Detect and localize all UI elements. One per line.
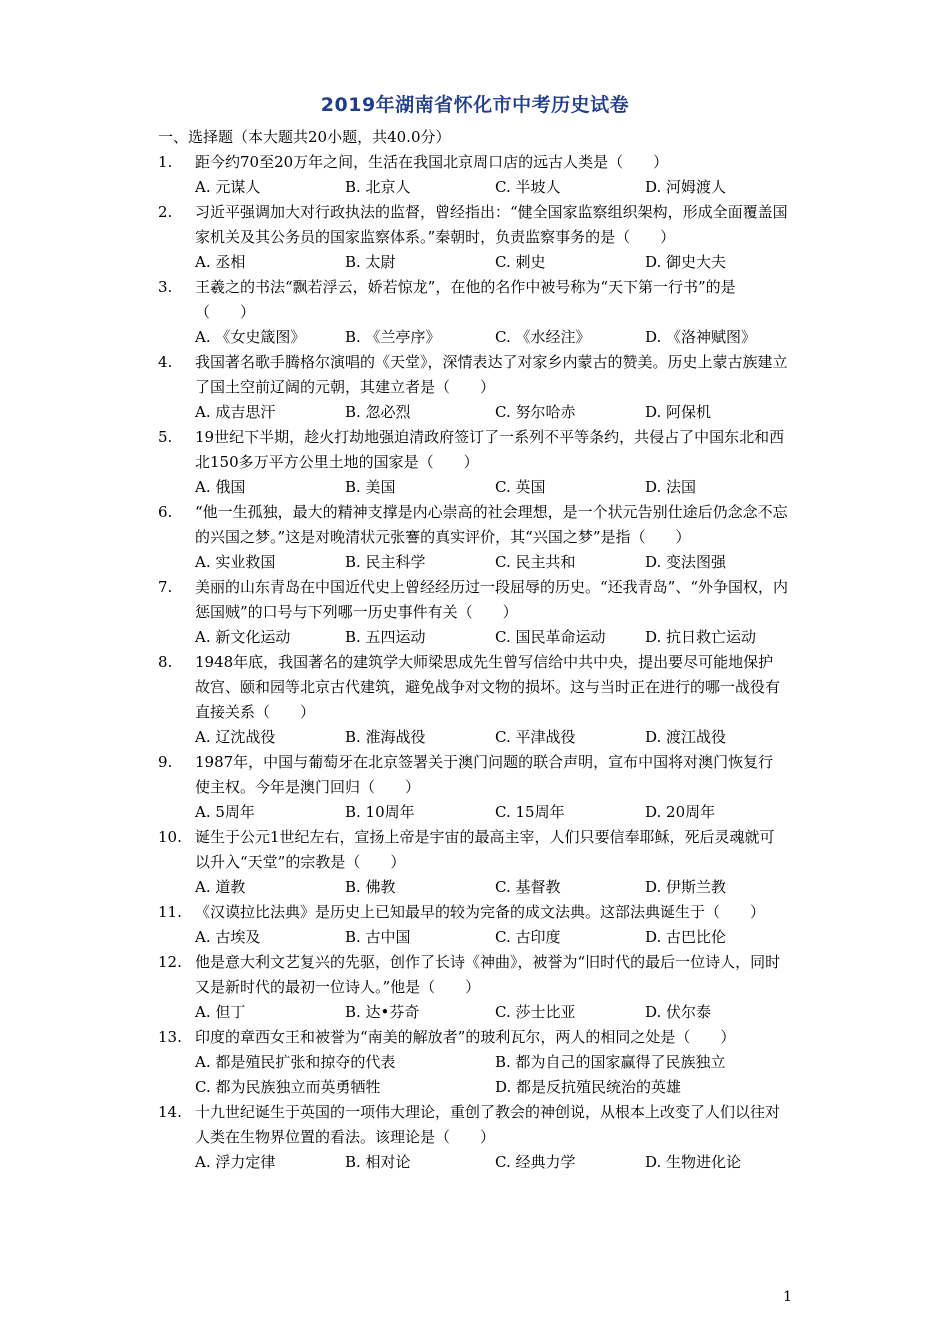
- answer-option: B. 忽必烈: [345, 403, 411, 421]
- question-text: 王羲之的书法“飘若浮云，娇若惊龙”，在他的名作中被号称为“天下第一行书”的是（ ）: [195, 278, 736, 321]
- question-text: 十九世纪诞生于英国的一项伟大理论，重创了教会的神创说，从根本上改变了人们以往对人类在生物界位置的看法。该理论是（ ）: [195, 1103, 781, 1146]
- question-item: [158, 350, 788, 425]
- question-number: 7.: [158, 578, 173, 596]
- question-item: [158, 275, 788, 350]
- question-number: 10.: [158, 828, 182, 846]
- answer-option: C. 《水经注》: [495, 328, 591, 346]
- answer-option: A. 俄国: [195, 478, 246, 496]
- answer-option: C. 15周年: [495, 803, 565, 821]
- answer-options: [195, 1000, 788, 1025]
- answer-option: B. 都为自己的国家赢得了民族独立: [495, 1053, 726, 1071]
- answer-option: B. 美国: [345, 478, 396, 496]
- answer-option: D. 渡江战役: [645, 728, 727, 746]
- question-text: 印度的章西女王和被誉为“南美的解放者”的玻利瓦尔，两人的相同之处是（ ）: [195, 1028, 736, 1046]
- question-number: 1.: [158, 153, 173, 171]
- question-number: 9.: [158, 753, 173, 771]
- answer-option: A. 新文化运动: [195, 628, 291, 646]
- answer-option: C. 努尔哈赤: [495, 403, 576, 421]
- answer-option: D. 伊斯兰教: [645, 878, 727, 896]
- answer-option: D. 御史大夫: [645, 253, 727, 271]
- answer-option: C. 刺史: [495, 253, 546, 271]
- answer-options: [195, 175, 788, 200]
- answer-option: A. 实业救国: [195, 553, 276, 571]
- answer-option: A. 成吉思汗: [195, 403, 276, 421]
- answer-option: B. 北京人: [345, 178, 411, 196]
- question-text: 他是意大利文艺复兴的先驱，创作了长诗《神曲》，被誉为“旧时代的最后一位诗人，同时又是新时代的最初一位诗人。”他是（ ）: [195, 953, 781, 996]
- answer-option: C. 平津战役: [495, 728, 576, 746]
- page-title: 2019年湖南省怀化市中考历史试卷: [320, 94, 630, 116]
- answer-options: [195, 550, 788, 575]
- question-item: [158, 650, 788, 750]
- answer-option: D. 20周年: [645, 803, 716, 821]
- question-number: 8.: [158, 653, 173, 671]
- question-number: 11.: [158, 903, 182, 921]
- section-heading: 一、选择题（本大题共20小题，共40.0分）: [158, 128, 451, 146]
- answer-options: [195, 325, 788, 350]
- answer-option: A. 但丁: [195, 1003, 246, 1021]
- answer-options: [195, 1150, 788, 1175]
- question-item: [158, 200, 788, 275]
- answer-option: D. 都是反抗殖民统治的英雄: [495, 1078, 682, 1096]
- answer-option: D. 《洛神赋图》: [645, 328, 757, 346]
- question-item: [158, 900, 788, 950]
- answer-option: C. 英国: [495, 478, 546, 496]
- answer-option: C. 经典力学: [495, 1153, 576, 1171]
- answer-option: B. 相对论: [345, 1153, 411, 1171]
- question-number: 12.: [158, 953, 182, 971]
- answer-option: B. 《兰亭序》: [345, 328, 441, 346]
- answer-option: D. 阿保机: [645, 403, 712, 421]
- answer-option: B. 五四运动: [345, 628, 426, 646]
- answer-option: A. 都是殖民扩张和掠夺的代表: [195, 1053, 396, 1071]
- question-text: 19世纪下半期，趁火打劫地强迫清政府签订了一系列不平等条约，共侵占了中国东北和西北150多万平方公里土地的国家是（ ）: [195, 428, 785, 471]
- answer-option: A. 《女史箴图》: [195, 328, 306, 346]
- answer-options: [195, 875, 788, 900]
- answer-option: B. 10周年: [345, 803, 415, 821]
- answer-option: D. 河姆渡人: [645, 178, 727, 196]
- question-number: 3.: [158, 278, 173, 296]
- question-item: [158, 750, 788, 825]
- question-text: 1948年底，我国著名的建筑学大师梁思成先生曾写信给中共中央，提出要尽可能地保护故宫、颐和园等北京古代建筑，避免战争对文物的损坏。这与当时正在进行的哪一战役有直接关系（ ）: [195, 653, 781, 721]
- question-item: [158, 950, 788, 1025]
- question-text: 美丽的山东青岛在中国近代史上曾经经历过一段屈辱的历史。“还我青岛”、“外争国权，内惩国贼”的口号与下列哪一历史事件有关（ ）: [195, 578, 789, 621]
- question-item: [158, 500, 788, 575]
- answer-options: [195, 625, 788, 650]
- question-text: 《汉谟拉比法典》是历史上已知最早的较为完备的成文法典。这部法典诞生于（ ）: [195, 903, 766, 921]
- answer-options: [195, 475, 788, 500]
- answer-option: A. 丞相: [195, 253, 246, 271]
- answer-option: A. 辽沈战役: [195, 728, 276, 746]
- answer-option: B. 太尉: [345, 253, 396, 271]
- answer-option: A. 元谋人: [195, 178, 261, 196]
- answer-options: [195, 725, 788, 750]
- answer-option: D. 伏尔泰: [645, 1003, 712, 1021]
- question-item: [158, 575, 788, 650]
- question-item: [158, 425, 788, 500]
- answer-option: C. 都为民族独立而英勇牺牲: [195, 1078, 381, 1096]
- question-text: 我国著名歌手腾格尔演唱的《天堂》，深情表达了对家乡内蒙古的赞美。历史上蒙古族建立了国土空前辽阔的元朝，其建立者是（ ）: [195, 353, 788, 396]
- answer-option: C. 古印度: [495, 928, 561, 946]
- question-number: 5.: [158, 428, 173, 446]
- answer-option: A. 道教: [195, 878, 246, 896]
- answer-option: C. 半坡人: [495, 178, 561, 196]
- answer-options: [195, 1050, 788, 1100]
- answer-option: A. 5周年: [195, 803, 255, 821]
- question-list: [158, 150, 788, 1175]
- answer-option: A. 浮力定律: [195, 1153, 276, 1171]
- answer-option: D. 抗日救亡运动: [645, 628, 757, 646]
- question-item: [158, 825, 788, 900]
- question-text: 1987年，中国与葡萄牙在北京签署关于澳门问题的联合声明，宣布中国将对澳门恢复行使主权。今年是澳门回归（ ）: [195, 753, 774, 796]
- answer-option: D. 变法图强: [645, 553, 727, 571]
- answer-option: B. 古中国: [345, 928, 411, 946]
- answer-option: C. 国民革命运动: [495, 628, 606, 646]
- answer-option: D. 生物进化论: [645, 1153, 742, 1171]
- answer-options: [195, 250, 788, 275]
- answer-option: B. 佛教: [345, 878, 396, 896]
- answer-option: C. 莎士比亚: [495, 1003, 576, 1021]
- answer-option: B. 达•芬奇: [345, 1003, 420, 1021]
- question-text: 习近平强调加大对行政执法的监督，曾经指出：“健全国家监察组织架构，形成全面覆盖国家机关及其公务员的国家监察体系。”秦朝时，负责监察事务的是（ ）: [195, 203, 788, 246]
- question-number: 6.: [158, 503, 173, 521]
- page-number: 1: [783, 1289, 792, 1305]
- question-number: 13.: [158, 1028, 182, 1046]
- question-item: [158, 1100, 788, 1175]
- question-number: 4.: [158, 353, 173, 371]
- question-text: 距今约70至20万年之间，生活在我国北京周口店的远古人类是（ ）: [195, 153, 669, 171]
- question-item: [158, 150, 788, 200]
- question-text: “他一生孤独，最大的精神支撑是内心崇高的社会理想，是一个状元告别仕途后仍念念不忘的兴国之梦。”这是对晚清状元张謇的真实评价，其“兴国之梦”是指（ ）: [195, 503, 788, 546]
- question-number: 14.: [158, 1103, 182, 1121]
- answer-option: C. 民主共和: [495, 553, 576, 571]
- answer-option: C. 基督教: [495, 878, 561, 896]
- question-number: 2.: [158, 203, 173, 221]
- question-item: [158, 1025, 788, 1100]
- answer-option: D. 古巴比伦: [645, 928, 727, 946]
- answer-option: B. 淮海战役: [345, 728, 426, 746]
- answer-option: A. 古埃及: [195, 928, 261, 946]
- answer-options: [195, 400, 788, 425]
- answer-option: B. 民主科学: [345, 553, 426, 571]
- question-text: 诞生于公元1世纪左右，宣扬上帝是宇宙的最高主宰，人们只要信奉耶稣，死后灵魂就可以升入“天堂”的宗教是（ ）: [195, 828, 775, 871]
- answer-option: D. 法国: [645, 478, 697, 496]
- answer-options: [195, 925, 788, 950]
- answer-options: [195, 800, 788, 825]
